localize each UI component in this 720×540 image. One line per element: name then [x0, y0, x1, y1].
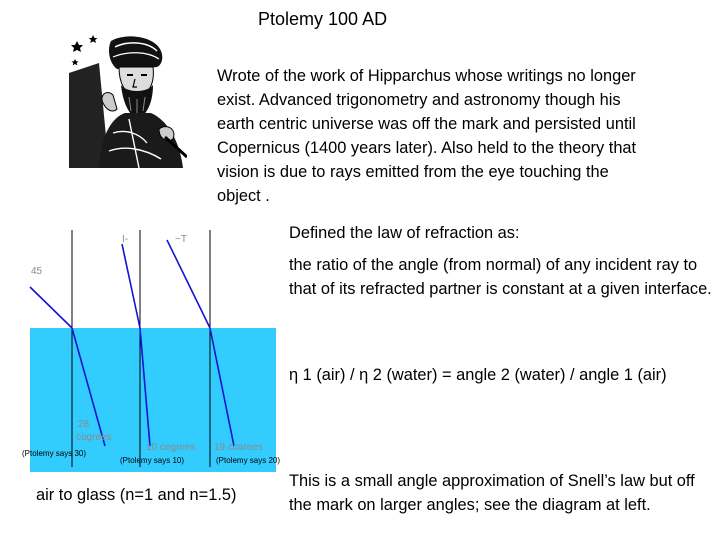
ptolemy-label-1: (Ptolemy says 30) [22, 449, 87, 458]
law-definition: the ratio of the angle (from normal) of any incident ray to that of its refracted partner is constant at a given interface. [289, 256, 712, 298]
law-heading: Defined the law of refraction as: [289, 224, 520, 242]
refracted-label-2: 10 cegrees [146, 442, 196, 453]
incident-ray-1 [30, 287, 72, 328]
diagram-caption: air to glass (n=1 and n=1.5) [36, 486, 237, 504]
ptolemy-label-3: (Ptolemy says 20) [216, 456, 281, 465]
incident-label-1: 45 [31, 266, 43, 277]
ptolemy-portrait [69, 33, 187, 168]
ptolemy-label-2: (Ptolemy says 10) [120, 456, 185, 465]
refraction-ratio-formula: η 1 (air) / η 2 (water) = angle 2 (water) / angle 1 (air) [289, 366, 667, 384]
refracted-label-1b: cogrees [76, 432, 112, 443]
refracted-label-1a: 28 [78, 419, 90, 430]
refraction-diagram [22, 222, 298, 472]
incident-ray-3 [167, 240, 210, 328]
incident-label-3: ~T [175, 234, 187, 245]
incident-ray-2 [122, 244, 140, 328]
snell-note: This is a small angle approximation of Snell’s law but off the mark on larger angles; see the diagram at left. [289, 472, 695, 514]
slide-title: Ptolemy 100 AD [258, 9, 388, 29]
incident-label-2: I- [122, 234, 129, 245]
biography-text: Wrote of the work of Hipparchus whose writings no longer exist. Advanced trigonometry and astronomy though his earth centric universe was off the mark and persisted until Copernicus (1400 years later). Also held to the theory that vision is due to rays emitted from the eye touching the object . [217, 67, 637, 205]
refracted-label-3: 19 ccarees [214, 442, 263, 453]
